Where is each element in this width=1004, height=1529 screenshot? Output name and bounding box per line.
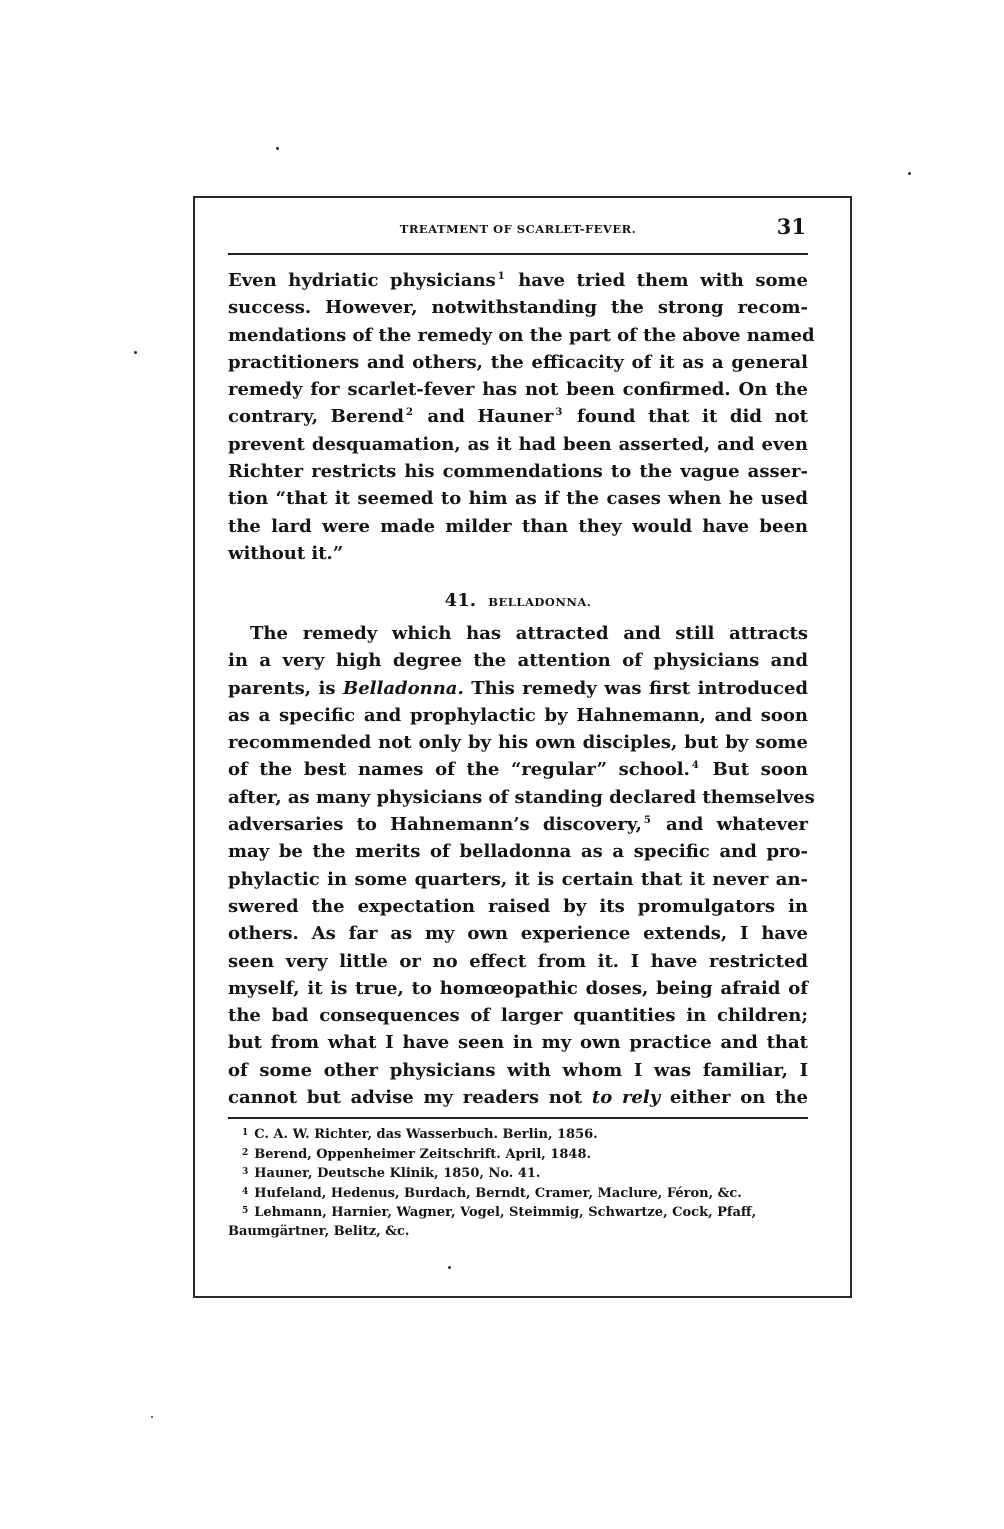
footnote-ref: 1 [497, 271, 505, 282]
scan-speck [448, 1266, 451, 1269]
text-line: The remedy which has attracted and still attracts [250, 623, 808, 644]
text-line: others. As far as my own experience extends, I have [228, 923, 808, 945]
footnotes [228, 1124, 808, 1241]
text-line: of the best names of the “regular” school. $^4$ But soon [228, 759, 808, 781]
text-line: may be the merits of belladonna as a specific and pro- [228, 841, 808, 863]
text-line: remedy for scarlet-fever has not been confirmed. On the [228, 379, 808, 401]
text-line: contrary, Berend $^2$ and Hauner $^3$ found that it did not [228, 406, 809, 428]
text-line: tion “that it seemed to him as if the cases when he used [228, 488, 808, 510]
paragraph-lard [228, 267, 815, 567]
text-line: prevent desquamation, as it had been asserted, and even [228, 433, 808, 455]
section-title: BELLADONNA. [488, 595, 592, 609]
footnote-ref: 2 [405, 407, 413, 419]
footnote: $^1$ C. A. W. Richter, das Wasserbuch. Berlin, 1856. [242, 1127, 598, 1142]
footnote: $^3$ Hauner, Deutsche Klinik, 1850, No. 41. [242, 1166, 541, 1181]
text-line: as a specific and prophylactic by Hahnemann, and soon [228, 704, 808, 726]
paragraph-belladonna [228, 620, 815, 1111]
scan-speck [151, 1416, 153, 1418]
running-title: TREATMENT OF SCARLET-FEVER. [399, 222, 637, 236]
text-line: Even hydriatic physicians $^1$ have tried them with some [228, 270, 808, 291]
text-line: the lard were made milder than they would have been [228, 515, 808, 537]
footnote-ref: 5 [643, 815, 651, 827]
text-line: after, as many physicians of standing declared themselves [228, 786, 815, 808]
section-heading [228, 590, 808, 611]
scan-speck [276, 147, 279, 150]
footnote: $^4$ Hufeland, Hedenus, Burdach, Berndt, Cramer, Maclure, Féron, &c. [242, 1185, 742, 1201]
footnote: $^5$ Lehmann, Harnier, Wagner, Vogel, Steimmig, Schwartze, Cock, Pfaff, [242, 1205, 757, 1220]
text-line: cannot but advise my readers not to rely either on the [228, 1087, 808, 1109]
text-line: swered the expectation raised by its promulgators in [228, 895, 808, 917]
scan-speck [908, 172, 911, 175]
text-line: mendations of the remedy on the part of the above named [228, 324, 815, 346]
text-line: success. However, notwithstanding the strong recom- [228, 297, 808, 319]
text-line: without it.” [228, 542, 344, 564]
page-number: 31 [776, 214, 806, 239]
running-head [228, 214, 808, 244]
text-line: but from what I have seen in my own practice and that [228, 1032, 808, 1054]
text-line: of some other physicians with whom I was familiar, I [228, 1059, 808, 1081]
header-rule [228, 253, 808, 255]
text-line: practitioners and others, the efficacity of it as a general [228, 351, 808, 373]
text-line: phylactic in some quarters, it is certain that it never an- [228, 868, 808, 890]
text-line: the bad consequences of larger quantities in children; [228, 1005, 808, 1027]
footnote-continuation: Baumgärtner, Belitz, &c. [228, 1223, 410, 1239]
footnote-ref: 4 [691, 760, 699, 772]
text-line: adversaries to Hahnemann’s discovery, $^5$ and whatever [228, 814, 809, 836]
text-line: recommended not only by his own disciples, but by some [228, 732, 808, 754]
text-line: Richter restricts his commendations to the vague asser- [228, 461, 808, 483]
text-line: in a very high degree the attention of physicians and [228, 650, 808, 672]
footnote: $^2$ Berend, Oppenheimer Zeitschrift. April, 1848. [242, 1146, 592, 1162]
section-number: 41. [444, 590, 476, 611]
text-line: seen very little or no effect from it. I have restricted [228, 950, 808, 972]
text-line: parents, is Belladonna. This remedy was first introduced [228, 677, 808, 699]
text-line: myself, it is true, to homœopathic doses, being afraid of [228, 977, 808, 999]
scan-speck [134, 351, 137, 354]
footnote-ref: 3 [555, 407, 563, 419]
footnote-rule [228, 1117, 808, 1119]
